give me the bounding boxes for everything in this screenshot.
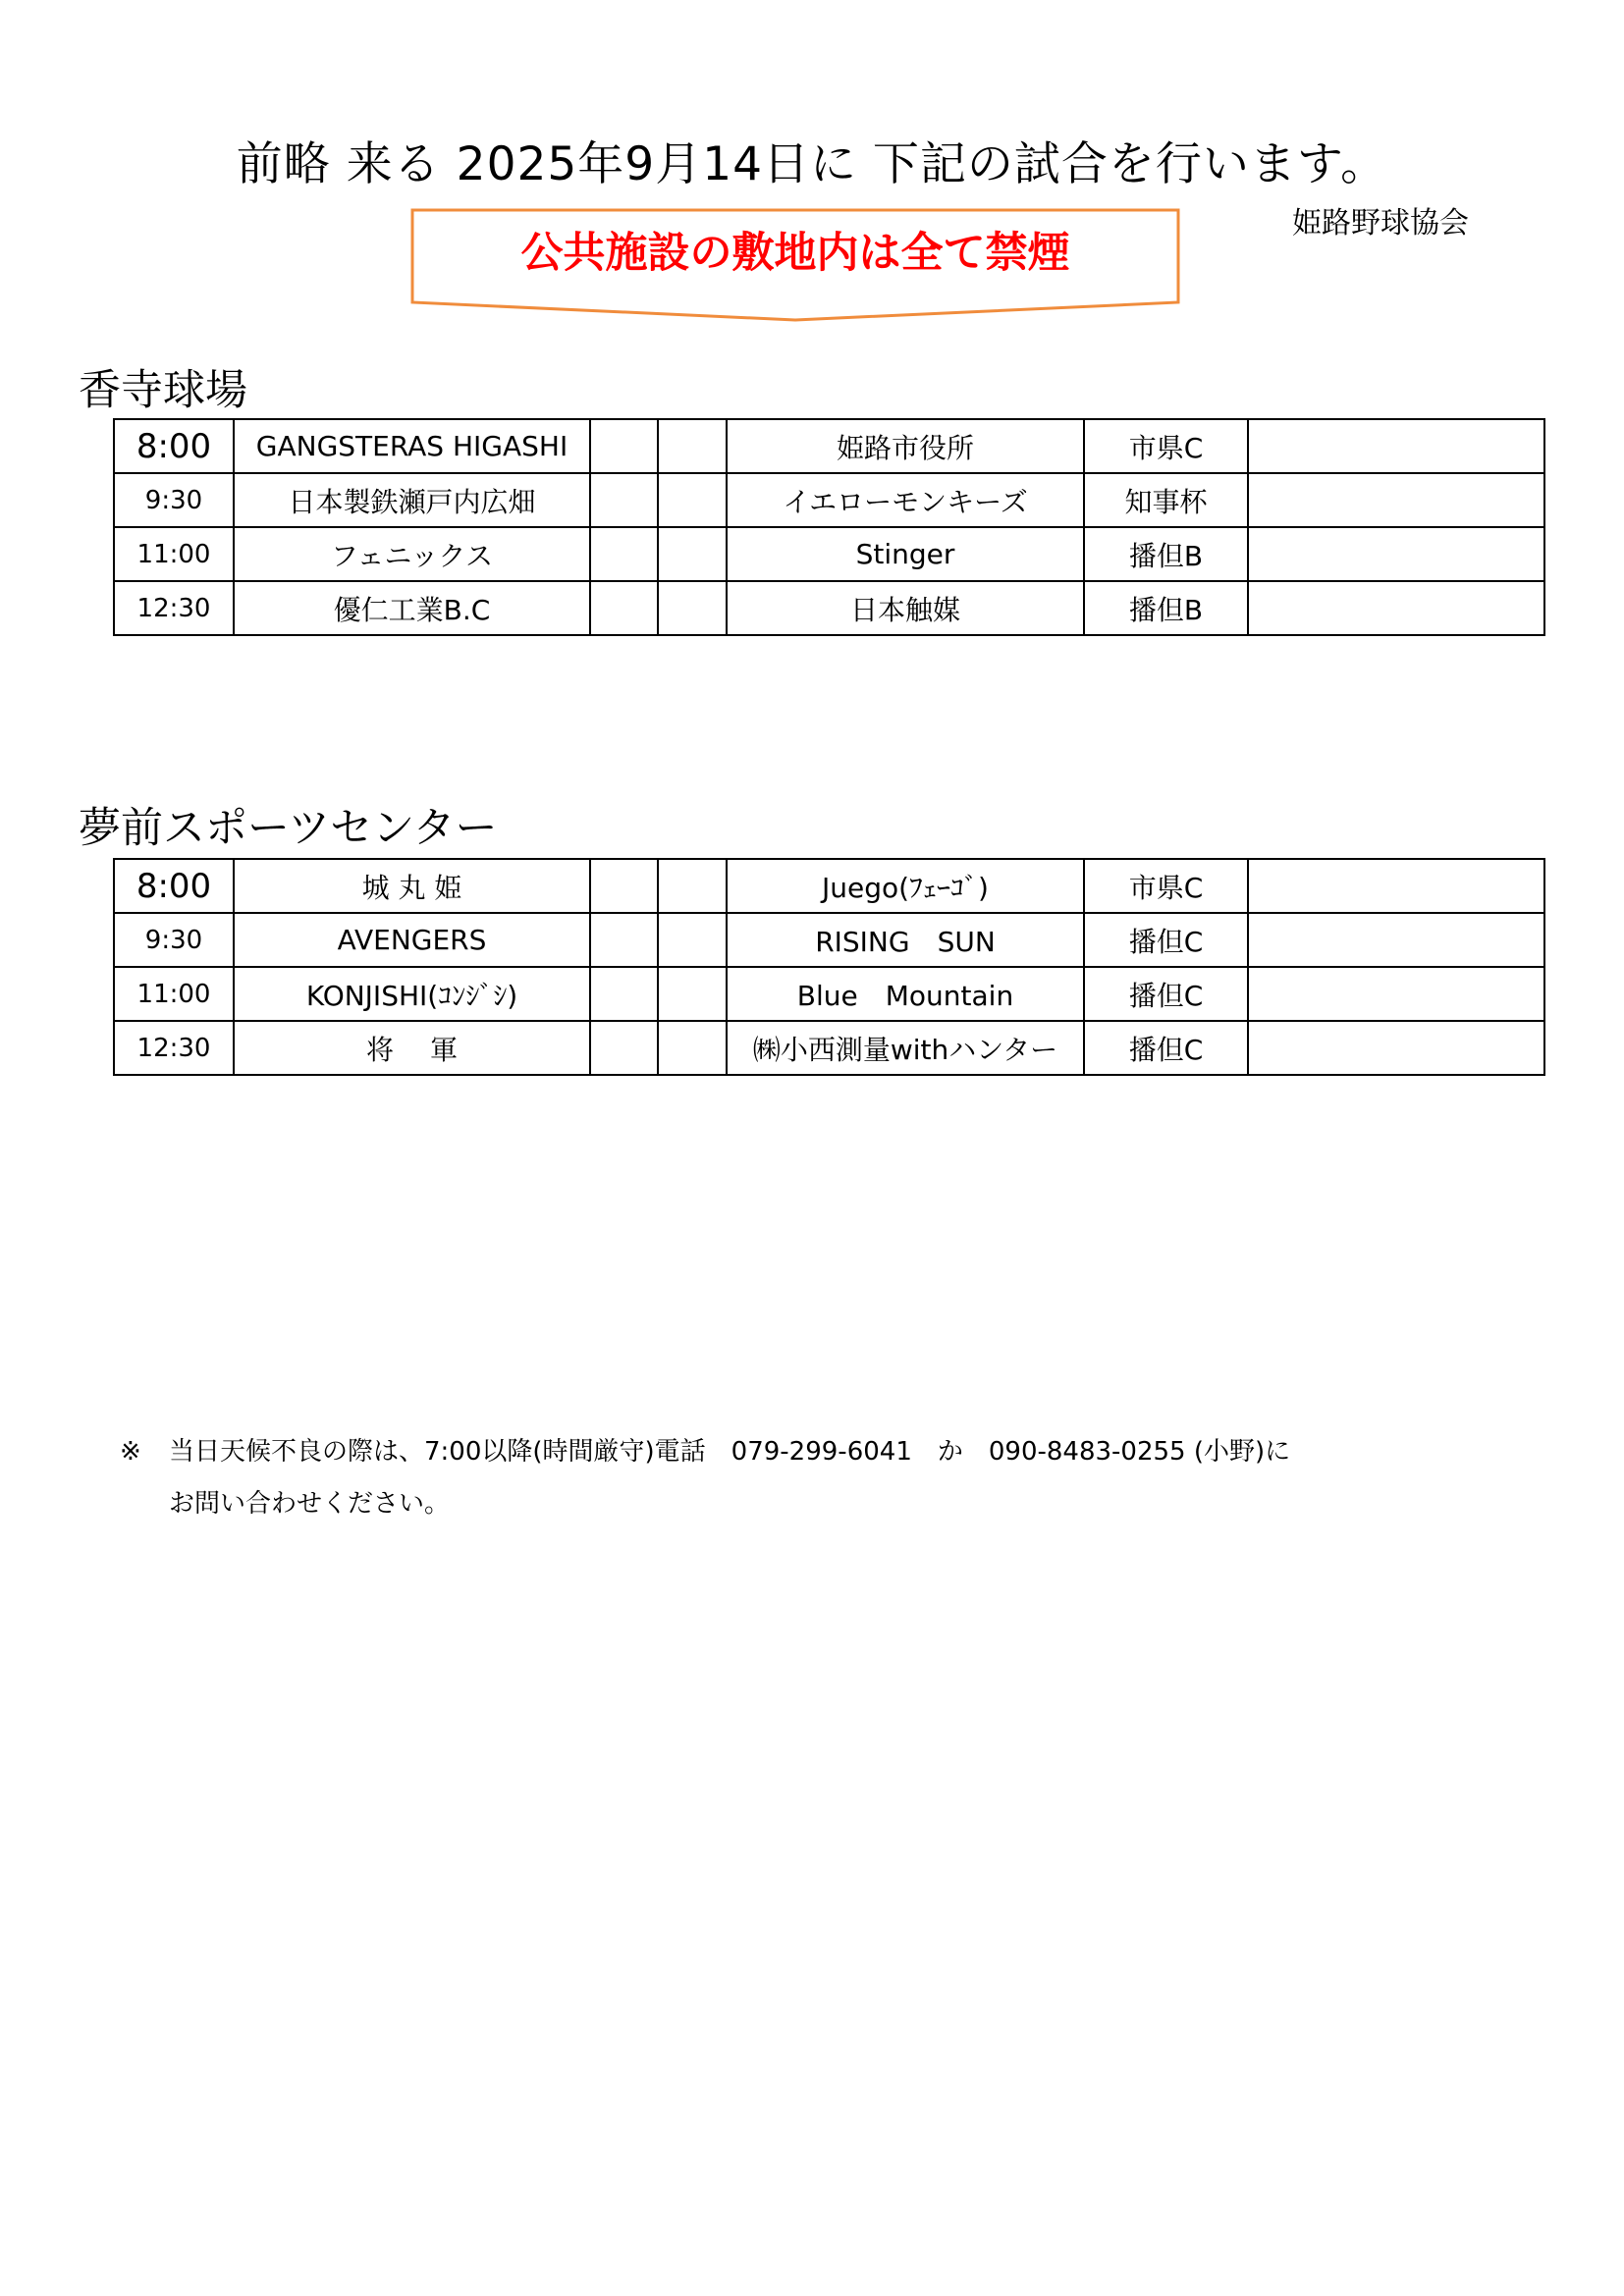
away-score — [658, 859, 727, 913]
away-team: Blue Mountain — [727, 967, 1084, 1021]
game-time: 11:00 — [114, 527, 234, 581]
tournament-name: 市県C — [1084, 419, 1248, 473]
schedule-table-yumesaki — [113, 858, 1545, 1076]
game-note — [1248, 527, 1544, 581]
game-note — [1248, 473, 1544, 527]
table-row — [114, 581, 1544, 635]
home-score — [590, 913, 658, 967]
game-time: 8:00 — [114, 859, 234, 913]
away-score — [658, 419, 727, 473]
game-time: 12:30 — [114, 581, 234, 635]
home-team: GANGSTERAS HIGASHI — [234, 419, 590, 473]
game-note — [1248, 859, 1544, 913]
game-note — [1248, 581, 1544, 635]
home-team: 城 丸 姫 — [234, 859, 590, 913]
home-team: AVENGERS — [234, 913, 590, 967]
weather-notice — [120, 1428, 1290, 1475]
game-time: 11:00 — [114, 967, 234, 1021]
game-time: 12:30 — [114, 1021, 234, 1075]
game-note — [1248, 913, 1544, 967]
away-team: Stinger — [727, 527, 1084, 581]
table-row — [114, 419, 1544, 473]
away-score — [658, 967, 727, 1021]
away-score — [658, 1021, 727, 1075]
tournament-name: 播但C — [1084, 913, 1248, 967]
table-row — [114, 913, 1544, 967]
home-score — [590, 859, 658, 913]
tournament-name: 知事杯 — [1084, 473, 1248, 527]
away-team: Juego(ﾌｪｰｺﾞ) — [727, 859, 1084, 913]
away-score — [658, 913, 727, 967]
tournament-name: 播但B — [1084, 527, 1248, 581]
home-team: フェニックス — [234, 527, 590, 581]
tournament-name: 市県C — [1084, 859, 1248, 913]
away-score — [658, 473, 727, 527]
table-row — [114, 967, 1544, 1021]
tournament-name: 播但B — [1084, 581, 1248, 635]
away-score — [658, 527, 727, 581]
home-score — [590, 527, 658, 581]
table-row — [114, 473, 1544, 527]
table-row — [114, 859, 1544, 913]
table-row — [114, 1021, 1544, 1075]
home-score — [590, 473, 658, 527]
game-time: 8:00 — [114, 419, 234, 473]
home-team: 日本製鉄瀬戸内広畑 — [234, 473, 590, 527]
schedule-table-koudera — [113, 418, 1545, 636]
table-row — [114, 527, 1544, 581]
away-team: ㈱小西測量withハンター — [727, 1021, 1084, 1075]
tournament-name: 播但C — [1084, 1021, 1248, 1075]
home-score — [590, 1021, 658, 1075]
away-team: 姫路市役所 — [727, 419, 1084, 473]
game-time: 9:30 — [114, 913, 234, 967]
home-team: 優仁工業B.C — [234, 581, 590, 635]
game-time: 9:30 — [114, 473, 234, 527]
game-note — [1248, 967, 1544, 1021]
home-team: KONJISHI(ｺﾝｼﾞｼ) — [234, 967, 590, 1021]
venue-title-koudera: 香寺球場 — [79, 366, 247, 415]
weather-notice-line2: お問い合わせください。 — [169, 1489, 451, 1519]
away-team: イエローモンキーズ — [727, 473, 1084, 527]
weather-notice-line1: 当日天候不良の際は、7:00以降(時間厳守)電話 079-299-6041 か 090-8483-0255 (小野)に — [169, 1437, 1291, 1467]
page-headline: 前略 来る 2025年9月14日に 下記の試合を行います。 — [236, 137, 1388, 191]
game-note — [1248, 419, 1544, 473]
away-team: RISING SUN — [727, 913, 1084, 967]
game-note — [1248, 1021, 1544, 1075]
away-team: 日本触媒 — [727, 581, 1084, 635]
venue-title-yumesaki: 夢前スポーツセンター — [79, 804, 498, 853]
organization-name: 姫路野球協会 — [1292, 206, 1469, 240]
note-mark: ※ — [120, 1437, 141, 1467]
away-score — [658, 581, 727, 635]
banner-text: 公共施設の敷地内は全て禁煙 — [520, 229, 1070, 278]
no-smoking-banner — [410, 208, 1180, 324]
home-score — [590, 967, 658, 1021]
home-team: 将 軍 — [234, 1021, 590, 1075]
home-score — [590, 581, 658, 635]
tournament-name: 播但C — [1084, 967, 1248, 1021]
home-score — [590, 419, 658, 473]
